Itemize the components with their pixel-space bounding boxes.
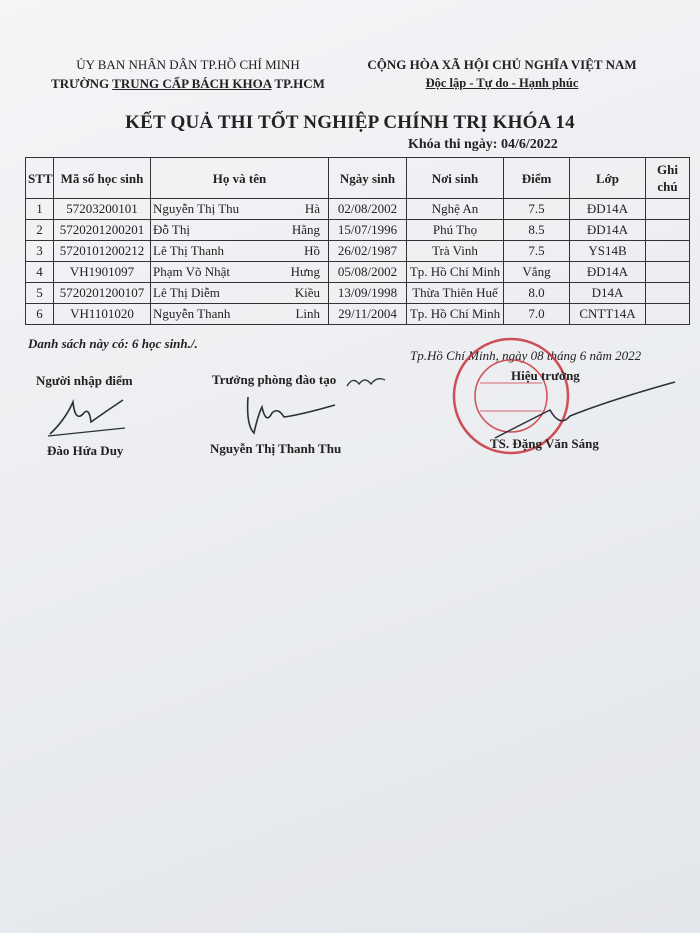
training-head-title: Trưởng phòng đào tạo — [212, 372, 337, 387]
cell-class: CNTT14A — [570, 304, 646, 325]
cell-student-id: VH1101020 — [54, 304, 151, 325]
cell-student-id: VH1901097 — [54, 262, 151, 283]
principal-name: TS. Đặng Văn Sáng — [490, 436, 599, 451]
cell-dob: 02/08/2002 — [329, 199, 407, 220]
cell-name — [151, 283, 329, 304]
training-head-name: Nguyễn Thị Thanh Thu — [210, 441, 342, 456]
name-first: Nguyễn Thanh — [153, 306, 231, 321]
table-row — [26, 283, 690, 304]
name-given: Hưng — [290, 264, 320, 279]
cell-stt: 4 — [26, 262, 54, 283]
place-date: Tp.Hồ Chí Minh, ngày 08 tháng 6 năm 2022 — [410, 348, 642, 363]
col-note: Ghi chú — [646, 158, 690, 199]
col-score: Điểm — [504, 158, 570, 199]
cell-note — [646, 262, 690, 283]
issuer-school: TRUNG CẤP BÁCH KHOA — [112, 76, 272, 91]
name-first: Đỗ Thị — [153, 222, 190, 237]
national-header — [352, 55, 652, 93]
cell-name — [151, 262, 329, 283]
paraph-mark — [345, 372, 390, 392]
national-title: CỘNG HÒA XÃ HỘI CHỦ NGHĨA VIỆT NAM — [367, 57, 637, 72]
table-row — [26, 304, 690, 325]
grader-signature — [45, 392, 135, 442]
cell-note — [646, 220, 690, 241]
cell-birthplace: Thừa Thiên Huế — [407, 283, 504, 304]
cell-name — [151, 304, 329, 325]
grader-title: Người nhập điểm — [36, 373, 133, 388]
cell-class: ĐD14A — [570, 262, 646, 283]
results-table — [25, 157, 690, 325]
name-given: Linh — [295, 306, 320, 321]
cell-note — [646, 283, 690, 304]
cell-score: 8.0 — [504, 283, 570, 304]
cell-note — [646, 199, 690, 220]
issuer-line-1: ỦY BAN NHÂN DÂN TP.HỒ CHÍ MINH — [76, 57, 300, 72]
cell-stt: 6 — [26, 304, 54, 325]
grader-name: Đào Hứa Duy — [47, 443, 124, 458]
col-class: Lớp — [570, 158, 646, 199]
cell-stt: 1 — [26, 199, 54, 220]
cell-score: 7.5 — [504, 199, 570, 220]
cell-student-id: 5720101200212 — [54, 241, 151, 262]
cell-class: ĐD14A — [570, 220, 646, 241]
cell-score: Vắng — [504, 262, 570, 283]
name-given: Kiều — [294, 285, 320, 300]
cell-dob: 05/08/2002 — [329, 262, 407, 283]
cell-note — [646, 241, 690, 262]
cell-student-id: 5720201200201 — [54, 220, 151, 241]
cell-name — [151, 220, 329, 241]
cell-class: YS14B — [570, 241, 646, 262]
cell-note — [646, 304, 690, 325]
cell-birthplace: Tp. Hồ Chí Minh — [407, 262, 504, 283]
name-first: Lê Thị Diễm — [153, 285, 220, 300]
exam-date: Khóa thi ngày: 04/6/2022 — [408, 137, 558, 152]
cell-student-id: 5720201200107 — [54, 283, 151, 304]
table-row — [26, 262, 690, 283]
national-motto: Độc lập - Tự do - Hạnh phúc — [425, 76, 579, 90]
issuer-prefix: TRƯỜNG — [51, 76, 113, 91]
col-dob: Ngày sinh — [329, 158, 407, 199]
name-given: Hằng — [291, 222, 320, 237]
cell-student-id: 57203200101 — [54, 199, 151, 220]
col-full-name: Họ và tên — [151, 158, 329, 199]
cell-dob: 15/07/1996 — [329, 220, 407, 241]
cell-dob: 26/02/1987 — [329, 241, 407, 262]
name-first: Lê Thị Thanh — [153, 243, 225, 258]
col-student-id: Mã số học sinh — [54, 158, 151, 199]
cell-name — [151, 241, 329, 262]
table-header-row — [26, 158, 690, 199]
cell-stt: 5 — [26, 283, 54, 304]
issuer-line-2 — [28, 74, 348, 93]
issuer-suffix: TP.HCM — [271, 76, 325, 91]
col-stt: STT — [26, 158, 54, 199]
cell-birthplace: Nghệ An — [407, 199, 504, 220]
table-row — [26, 220, 690, 241]
cell-score: 7.5 — [504, 241, 570, 262]
cell-score: 7.0 — [504, 304, 570, 325]
name-given: Hồ — [304, 243, 320, 258]
name-first: Phạm Võ Nhật — [153, 264, 231, 279]
table-row — [26, 241, 690, 262]
name-first: Nguyễn Thị Thu — [153, 201, 240, 216]
issuer-header — [28, 55, 348, 93]
cell-birthplace: Phú Thọ — [407, 220, 504, 241]
cell-dob: 29/11/2004 — [329, 304, 407, 325]
summary-note: Danh sách này có: 6 học sinh./. — [28, 336, 198, 351]
table-row — [26, 199, 690, 220]
document-title: KẾT QUẢ THI TỐT NGHIỆP CHÍNH TRỊ KHÓA 14 — [125, 112, 575, 133]
cell-birthplace: Trà Vinh — [407, 241, 504, 262]
cell-name — [151, 199, 329, 220]
cell-birthplace: Tp. Hồ Chí Minh — [407, 304, 504, 325]
name-given: Hà — [304, 201, 320, 216]
training-head-signature — [240, 385, 350, 440]
col-birthplace: Nơi sinh — [407, 158, 504, 199]
cell-class: D14A — [570, 283, 646, 304]
cell-stt: 3 — [26, 241, 54, 262]
cell-score: 8.5 — [504, 220, 570, 241]
cell-stt: 2 — [26, 220, 54, 241]
cell-dob: 13/09/1998 — [329, 283, 407, 304]
principal-title: Hiệu trưởng — [511, 368, 580, 383]
cell-class: ĐD14A — [570, 199, 646, 220]
